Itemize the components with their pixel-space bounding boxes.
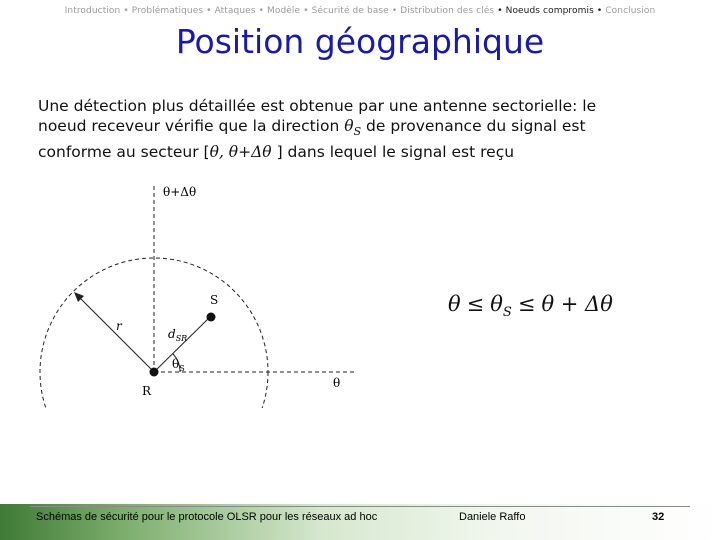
body-line-2-end: de provenance du signal est [361, 117, 586, 135]
formula-op-2: ≤ [517, 292, 536, 316]
nav-item[interactable]: Distribution des clés [400, 6, 495, 16]
slide-title: Position géographique [175, 22, 545, 61]
node-s-dot [207, 313, 216, 322]
body-line-2 [38, 116, 688, 142]
section-navigation [0, 6, 720, 16]
nav-item[interactable]: Problématiques [131, 6, 204, 16]
footer-page-number: 32 [652, 511, 665, 523]
lower-axis-label: θ [333, 376, 341, 390]
nav-separator: • [258, 6, 265, 16]
nav-item[interactable]: Noeuds compromis [505, 6, 594, 16]
node-s-label: S [210, 293, 219, 307]
body-line-3-start: conforme au secteur [ [38, 143, 210, 162]
theta-s-symbol [344, 117, 362, 139]
nav-separator: • [206, 6, 212, 16]
angle-label: $\theta_S$ [172, 357, 185, 373]
radius-label: r [116, 319, 122, 333]
nav-separator: • [596, 6, 603, 16]
nav-item[interactable]: Modèle [267, 6, 301, 16]
formula-lhs: θ [448, 292, 461, 316]
nav-item[interactable]: Conclusion [605, 6, 656, 16]
formula-rhs: θ + Δθ [541, 292, 613, 316]
theta-subscript: S [353, 125, 362, 139]
radius-line [76, 294, 154, 372]
formula-op-1: ≤ [466, 292, 485, 316]
upper-axis-label: θ+Δθ [163, 185, 197, 199]
slide-body [38, 96, 688, 162]
body-line-3-end: ] dans lequel le signal est reçu [271, 143, 515, 162]
sector-antenna-diagram [30, 178, 370, 408]
nav-separator: • [303, 6, 309, 16]
formula-mid-sub: S [502, 305, 512, 321]
body-line-1: Une détection plus détaillée est obtenue par une antenne sectorielle: le [38, 97, 597, 115]
nav-item[interactable]: Sécurité de base [311, 6, 389, 16]
node-r-dot [150, 368, 159, 377]
nav-separator: • [497, 6, 503, 16]
theta-symbol: θ [344, 117, 354, 135]
footer-presentation-title: Schémas de sécurité pour le protocole OLSR pour les réseaux ad hoc [36, 511, 378, 523]
formula-mid: θ [490, 292, 503, 316]
nav-item[interactable]: Attaques [214, 6, 256, 16]
node-r-label: R [142, 384, 152, 398]
sector-range-symbol: θ, θ+Δθ [209, 143, 272, 162]
footer-author: Daniele Raffo [459, 511, 526, 523]
nav-separator: • [123, 6, 129, 16]
distance-label: $d_{SR}$ [168, 327, 188, 343]
body-line-2-start: noeud receveur vérifie que la direction [38, 117, 345, 135]
nav-separator: • [391, 6, 398, 16]
footer-divider [30, 506, 690, 507]
nav-item[interactable]: Introduction [64, 6, 121, 16]
body-line-3 [38, 142, 688, 162]
sector-inequality [448, 292, 613, 320]
